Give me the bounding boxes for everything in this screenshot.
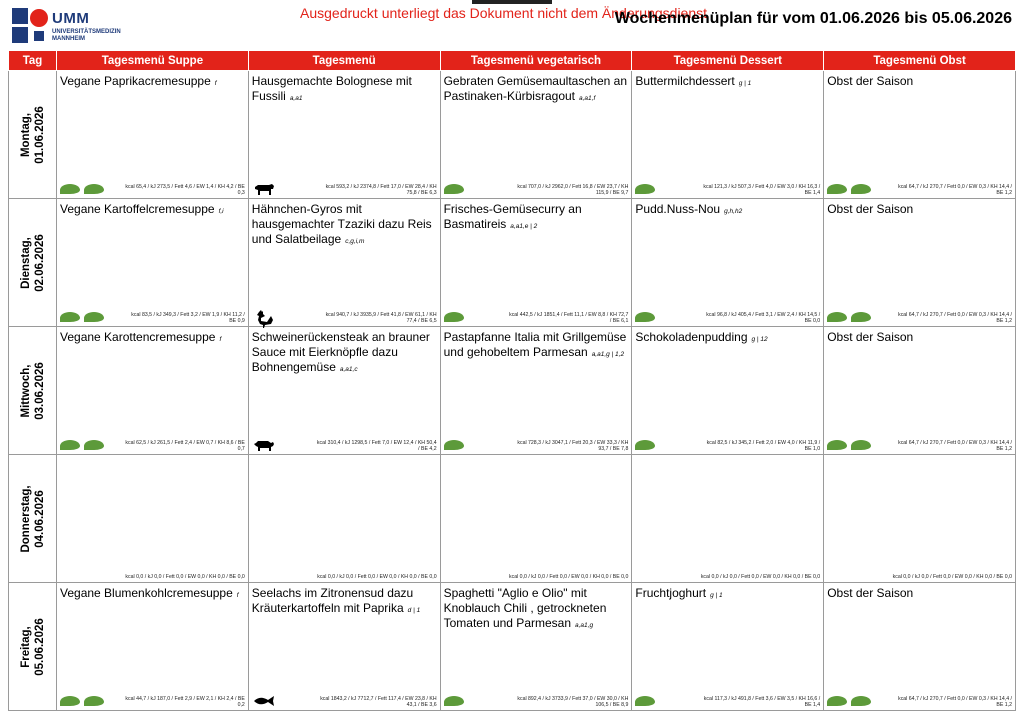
dish-name: Obst der Saison [827, 202, 914, 216]
day-cell [9, 327, 57, 455]
leaf-badge-icon [827, 696, 847, 706]
column-header-day: Tag [9, 51, 57, 71]
table-row [9, 327, 1016, 455]
allergen-codes: a,a1,e | 2 [510, 223, 538, 230]
menu-cell-vegetarian [440, 199, 632, 327]
dish-name: Pudd.Nuss-Nou g,h,h2 [635, 202, 743, 216]
dish-name: Spaghetti "Aglio e Olio" mit Knoblauch Chili , getrockneten Tomaten und Parmesan a,a1,g [443, 586, 607, 630]
menu-cell-soup [57, 199, 249, 327]
nutrition-info: kcal 593,2 / kJ 2374,8 / Fett 17,0 / EW 28,4 / KH 75,8 / BE 6,3 [325, 183, 437, 196]
dish-name: Obst der Saison [827, 74, 914, 88]
dish-name: Vegane Paprikacremesuppe f [60, 74, 217, 88]
dish-name: Schokoladenpudding g | 12 [635, 330, 768, 344]
nutrition-info: kcal 121,3 / kJ 507,3 / Fett 4,0 / EW 3,0 / KH 16,3 / BE 1,4 [703, 183, 821, 196]
nutrition-info: kcal 0,0 / kJ 0,0 / Fett 0,0 / EW 0,0 / KH 0,0 / BE 0,0 [125, 573, 245, 580]
dish-name: Hausgemachte Bolognese mit Fussili a,a1 [251, 74, 412, 103]
dish-name: Frisches-Gemüsecurry an Basmatireis a,a1,e | 2 [443, 202, 582, 231]
badge-group [60, 184, 104, 194]
table-row [9, 455, 1016, 583]
allergen-codes: g,h,h2 [724, 208, 743, 215]
menu-cell-dessert [632, 327, 824, 455]
menu-cell-menu [248, 71, 440, 199]
menu-cell-fruit [824, 71, 1016, 199]
leaf-badge-icon [444, 440, 464, 450]
nutrition-info: kcal 0,0 / kJ 0,0 / Fett 0,0 / EW 0,0 / KH 0,0 / BE 0,0 [892, 573, 1012, 580]
leaf-badge-icon [84, 696, 104, 706]
dish-name: Fruchtjoghurt g | 1 [635, 586, 723, 600]
day-label: Montag, 01.06.2026 [19, 105, 46, 164]
allergen-codes: g | 1 [738, 80, 752, 87]
nutrition-info: kcal 707,0 / kJ 2962,0 / Fett 16,8 / EW 23,7 / KH 115,9 / BE 9,7 [517, 183, 629, 196]
column-header-fruit: Tagesmenü Obst [824, 51, 1016, 71]
table-row [9, 71, 1016, 199]
allergen-codes: f [236, 592, 239, 599]
nutrition-info: kcal 1843,2 / kJ 7712,7 / Fett 117,4 / EW 23,8 / KH 43,1 / BE 3,6 [320, 695, 437, 708]
dish-name: Schweinerückensteak an brauner Sauce mit Eierknöpfle dazu Bohnengemüse a,a1,c [251, 330, 430, 374]
menu-cell-dessert [632, 199, 824, 327]
dish-name: Obst der Saison [827, 330, 914, 344]
nutrition-info: kcal 64,7 / kJ 270,7 / Fett 0,0 / EW 0,3 / KH 14,4 / BE 1,2 [898, 183, 1012, 196]
dish-name [249, 455, 440, 458]
badge-group [827, 312, 871, 322]
badge-group [635, 440, 655, 450]
nutrition-info: kcal 64,7 / kJ 270,7 / Fett 0,0 / EW 0,3 / KH 14,4 / BE 1,2 [898, 311, 1012, 324]
leaf-badge-icon [635, 184, 655, 194]
leaf-badge-icon [851, 184, 871, 194]
menu-cell-fruit [824, 327, 1016, 455]
leaf-badge-icon [851, 696, 871, 706]
nutrition-info: kcal 117,3 / kJ 491,8 / Fett 3,6 / EW 3,5 / KH 16,6 / BE 1,4 [703, 695, 821, 708]
leaf-badge-icon [635, 440, 655, 450]
allergen-codes: f,i [218, 208, 224, 215]
dish-name: Vegane Karottencremesuppe f [60, 330, 222, 344]
dish-name [57, 455, 248, 458]
nutrition-info: kcal 892,4 / kJ 3733,9 / Fett 37,0 / EW 30,0 / KH 106,5 / BE 8,9 [517, 695, 629, 708]
header-row [9, 51, 1016, 71]
nutrition-info: kcal 0,0 / kJ 0,0 / Fett 0,0 / EW 0,0 / KH 0,0 / BE 0,0 [317, 573, 437, 580]
menu-cell-dessert [632, 455, 824, 583]
badge-group [60, 440, 104, 450]
nutrition-info: kcal 940,7 / kJ 3935,9 / Fett 41,8 / EW 61,1 / KH 77,4 / BE 6,5 [325, 311, 437, 324]
nutrition-info: kcal 64,7 / kJ 270,7 / Fett 0,0 / EW 0,3 / KH 14,4 / BE 1,2 [898, 439, 1012, 452]
badge-group [635, 696, 655, 706]
leaf-badge-icon [635, 696, 655, 706]
leaf-badge-icon [60, 440, 80, 450]
nutrition-info: kcal 83,5 / kJ 349,3 / Fett 3,2 / EW 1,9 / KH 11,2 / BE 0,9 [131, 311, 245, 324]
menu-cell-dessert [632, 583, 824, 711]
cow-icon [253, 182, 275, 196]
dish-name: Buttermilchdessert g | 1 [635, 74, 752, 88]
nutrition-info: kcal 728,3 / kJ 3047,1 / Fett 20,3 / EW 33,3 / KH 93,7 / BE 7,8 [517, 439, 629, 452]
allergen-codes: g | 12 [751, 336, 768, 343]
top-bar [472, 0, 552, 4]
menu-cell-soup [57, 327, 249, 455]
nutrition-info: kcal 0,0 / kJ 0,0 / Fett 0,0 / EW 0,0 / KH 0,0 / BE 0,0 [509, 573, 629, 580]
allergen-codes: a,a1,f [579, 95, 596, 102]
dish-name: Seelachs im Zitronensud dazu Kräuterkartoffeln mit Paprika d | 1 [251, 586, 421, 615]
leaf-badge-icon [444, 696, 464, 706]
leaf-badge-icon [60, 312, 80, 322]
leaf-badge-icon [851, 440, 871, 450]
badge-group [635, 184, 655, 194]
nutrition-info: kcal 0,0 / kJ 0,0 / Fett 0,0 / EW 0,0 / KH 0,0 / BE 0,0 [700, 573, 821, 580]
logo-brand: UMM [52, 10, 90, 27]
nutrition-info: kcal 65,4 / kJ 273,5 / Fett 4,6 / EW 1,4 / KH 4,2 / BE 0,3 [125, 183, 245, 196]
leaf-badge-icon [84, 184, 104, 194]
badge-group [827, 184, 871, 194]
day-cell [9, 455, 57, 583]
menu-cell-vegetarian [440, 583, 632, 711]
column-header-dessert: Tagesmenü Dessert [632, 51, 824, 71]
menu-cell-soup [57, 71, 249, 199]
leaf-badge-icon [827, 312, 847, 322]
allergen-codes: f [214, 80, 217, 87]
day-label: Donnerstag, 04.06.2026 [19, 484, 46, 553]
leaf-badge-icon [827, 184, 847, 194]
dish-name [441, 455, 632, 458]
column-header-vegetarian: Tagesmenü vegetarisch [440, 51, 632, 71]
day-label: Freitag, 05.06.2026 [19, 617, 46, 676]
nutrition-info: kcal 96,8 / kJ 405,4 / Fett 3,1 / EW 2,4 / KH 14,5 / BE 0,0 [706, 311, 821, 324]
menu-cell-fruit [824, 583, 1016, 711]
leaf-badge-icon [635, 312, 655, 322]
column-header-soup: Tagesmenü Suppe [57, 51, 249, 71]
rooster-icon [253, 310, 275, 324]
day-cell [9, 71, 57, 199]
menu-cell-dessert [632, 71, 824, 199]
table-row [9, 583, 1016, 711]
day-cell [9, 583, 57, 711]
table-row [9, 199, 1016, 327]
allergen-codes: c,g,i,m [345, 238, 365, 245]
nutrition-info: kcal 44,7 / kJ 187,0 / Fett 2,9 / EW 2,1 / KH 2,4 / BE 0,2 [125, 695, 245, 708]
pig-icon [253, 438, 275, 452]
dish-name: Gebraten Gemüsemaultaschen an Pastinaken-Kürbisragout a,a1,f [443, 74, 628, 103]
badge-group [444, 184, 464, 194]
menu-cell-menu [248, 583, 440, 711]
nutrition-info: kcal 82,5 / kJ 345,2 / Fett 2,0 / EW 4,0 / KH 11,9 / BE 1,0 [706, 439, 821, 452]
menu-cell-vegetarian [440, 71, 632, 199]
fish-icon [253, 694, 275, 708]
column-header-menu: Tagesmenü [248, 51, 440, 71]
badge-group [827, 440, 871, 450]
day-cell [9, 199, 57, 327]
leaf-badge-icon [827, 440, 847, 450]
dish-name: Vegane Kartoffelcremesuppe f,i [60, 202, 224, 216]
allergen-codes: a,a1,g | 1,2 [591, 351, 625, 358]
allergen-codes: a,a1,g [575, 622, 594, 629]
menu-cell-fruit [824, 199, 1016, 327]
menu-cell-menu [248, 199, 440, 327]
allergen-codes: a,a1,c [339, 366, 358, 373]
page-title: Wochenmenüplan für vom 01.06.2026 bis 05.06.2026 [614, 10, 1012, 27]
menu-cell-soup [57, 583, 249, 711]
leaf-badge-icon [60, 184, 80, 194]
menu-cell-vegetarian [440, 455, 632, 583]
allergen-codes: g | 1 [710, 592, 723, 599]
badge-group [827, 696, 871, 706]
allergen-codes: f [219, 336, 222, 343]
nutrition-info: kcal 442,5 / kJ 1851,4 / Fett 11,1 / EW 8,8 / KH 72,7 / BE 6,1 [509, 311, 629, 324]
badge-group [444, 312, 464, 322]
menu-table [8, 50, 1016, 711]
nutrition-info: kcal 64,7 / kJ 270,7 / Fett 0,0 / EW 0,3 / KH 14,4 / BE 1,2 [898, 695, 1012, 708]
badge-group [60, 696, 104, 706]
dish-name: Hähnchen-Gyros mit hausgemachter Tzaziki dazu Reis und Salatbeilage c,g,i,m [251, 202, 432, 246]
leaf-badge-icon [851, 312, 871, 322]
dish-name [824, 455, 1015, 458]
allergen-codes: d | 1 [407, 607, 421, 614]
badge-group [635, 312, 655, 322]
dish-name: Pastapfanne Italia mit Grillgemüse und gehobeltem Parmesan a,a1,g | 1,2 [443, 330, 627, 359]
umm-logo [12, 8, 132, 48]
leaf-badge-icon [84, 312, 104, 322]
badge-group [444, 696, 464, 706]
allergen-codes: a,a1 [289, 95, 303, 102]
dish-name [632, 455, 823, 458]
badge-group [60, 312, 104, 322]
dish-name: Vegane Blumenkohlcremesuppe f [60, 586, 239, 600]
day-label: Mittwoch, 03.06.2026 [19, 361, 46, 420]
logo-mark-icon [12, 8, 48, 44]
menu-cell-vegetarian [440, 327, 632, 455]
nutrition-info: kcal 310,4 / kJ 1298,5 / Fett 7,0 / EW 12,4 / KH 50,4 / BE 4,2 [316, 439, 437, 452]
leaf-badge-icon [444, 312, 464, 322]
menu-cell-soup [57, 455, 249, 583]
logo-subtitle: UNIVERSITÄTSMEDIZIN MANNHEIM [52, 29, 121, 42]
leaf-badge-icon [60, 696, 80, 706]
menu-cell-menu [248, 327, 440, 455]
nutrition-info: kcal 62,5 / kJ 261,5 / Fett 2,4 / EW 0,7 / KH 8,6 / BE 0,7 [125, 439, 245, 452]
badge-group [444, 440, 464, 450]
menu-cell-fruit [824, 455, 1016, 583]
day-label: Dienstag, 02.06.2026 [19, 233, 46, 292]
leaf-badge-icon [84, 440, 104, 450]
menu-cell-menu [248, 455, 440, 583]
print-notice: Ausgedruckt unterliegt das Dokument nicht dem Änderungsdienst [300, 5, 708, 21]
dish-name: Obst der Saison [827, 586, 914, 600]
leaf-badge-icon [444, 184, 464, 194]
